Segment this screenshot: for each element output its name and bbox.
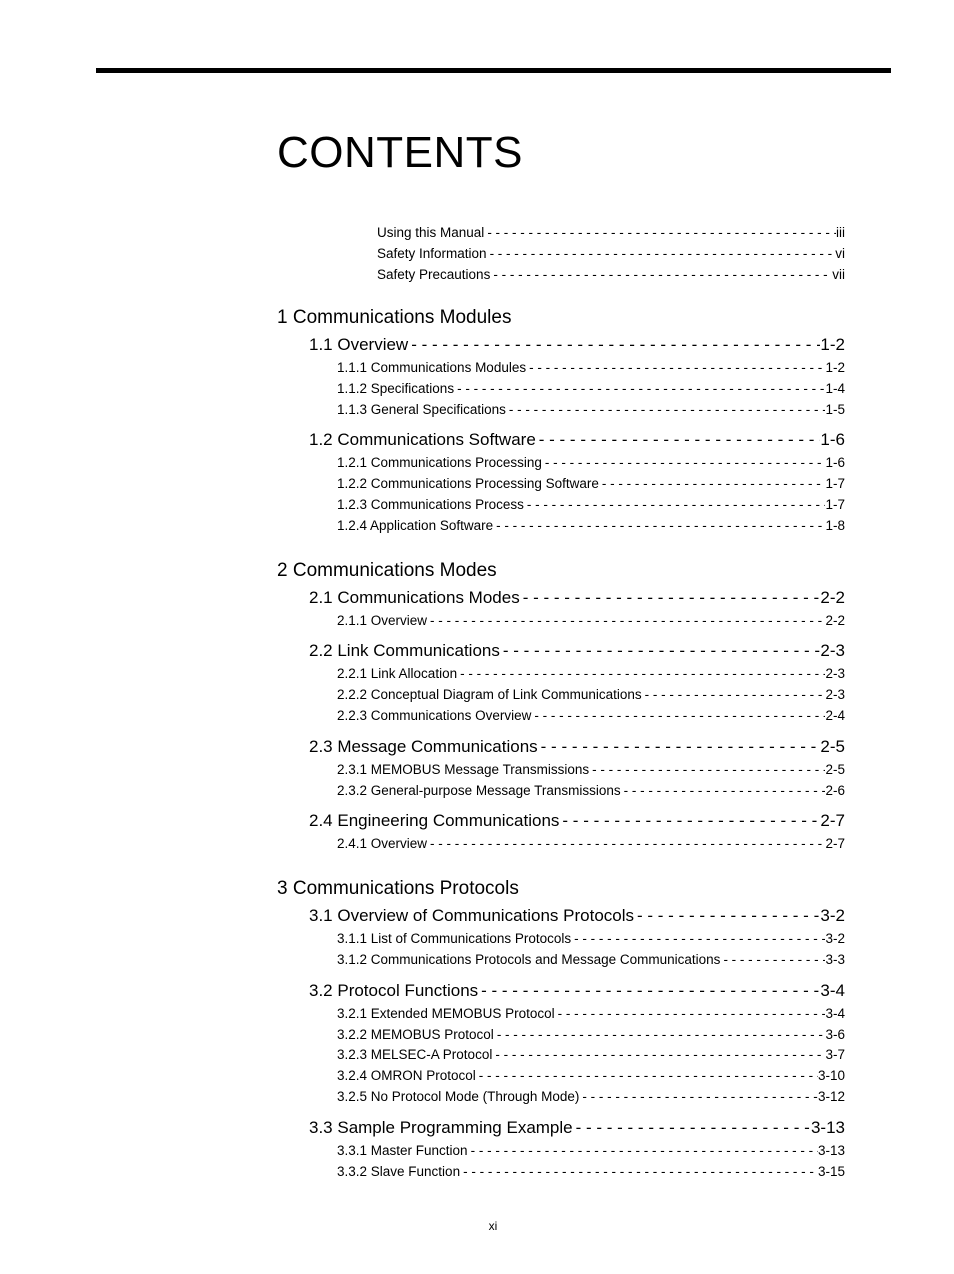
subsection-entry-label: 3.2.3 MELSEC-A Protocol — [337, 1047, 493, 1063]
front-matter-entry[interactable] — [377, 264, 845, 285]
front-matter-entry-page: iii — [836, 225, 845, 240]
dot-leader — [427, 834, 825, 855]
subsection-entry[interactable] — [277, 950, 845, 971]
dot-leader — [460, 1162, 818, 1183]
dot-leader — [408, 332, 820, 358]
subsection-entry-page: 1-7 — [825, 476, 845, 492]
subsection-entry[interactable] — [277, 781, 845, 802]
dot-leader — [500, 638, 821, 664]
subsection-entry-label: 3.1.2 Communications Protocols and Message Communications — [337, 951, 721, 967]
front-matter-entry-label: Using this Manual — [377, 225, 485, 240]
subsection-entry[interactable] — [277, 611, 845, 632]
subsection-entry-page: 1-7 — [825, 496, 845, 512]
subsection-entry-label: 2.2.1 Link Allocation — [337, 666, 458, 682]
section-entry-page: 3-13 — [810, 1117, 845, 1137]
subsection-entry-label: 1.1.3 General Specifications — [337, 401, 506, 417]
dot-leader — [579, 1087, 818, 1108]
subsection-entry-label: 1.2.3 Communications Process — [337, 496, 524, 512]
dot-leader — [487, 243, 836, 264]
subsection-entry[interactable] — [277, 495, 845, 516]
subsection-entry-label: 3.2.5 No Protocol Mode (Through Mode) — [337, 1088, 580, 1104]
chapter-block — [277, 875, 845, 1182]
subsection-entry-label: 3.3.1 Master Function — [337, 1142, 468, 1158]
subsection-entry[interactable] — [277, 1066, 845, 1087]
subsection-entry-page: 3-12 — [817, 1088, 845, 1104]
section-entry-page: 1-2 — [820, 335, 845, 354]
front-matter-entry-label: Safety Precautions — [377, 267, 491, 282]
subsection-entry[interactable] — [277, 834, 845, 855]
subsection-entry-page: 1-5 — [825, 401, 845, 417]
subsection-entry[interactable] — [277, 706, 845, 727]
section-entry-label: 2.1 Communications Modes — [309, 587, 520, 607]
section-entry-page: 2-7 — [820, 811, 845, 831]
section-entry-page: 3-2 — [820, 906, 845, 926]
section-entry-label: 3.2 Protocol Functions — [309, 980, 479, 1000]
dot-leader — [589, 760, 825, 781]
subsection-entry[interactable] — [277, 685, 845, 706]
subsection-entry[interactable] — [277, 929, 845, 950]
dot-leader — [571, 929, 825, 950]
subsection-entry-label: 1.1.1 Communications Modules — [337, 360, 527, 375]
front-matter-entry[interactable] — [377, 243, 845, 264]
dot-leader — [531, 706, 825, 727]
section-group — [277, 1115, 845, 1183]
subsection-entry-label: 3.2.4 OMRON Protocol — [337, 1068, 476, 1084]
section-group — [277, 585, 845, 632]
subsection-entry-page: 3-3 — [825, 951, 845, 967]
subsection-entry-page: 1-4 — [825, 380, 845, 396]
subsection-entry-page: 3-13 — [817, 1142, 845, 1158]
dot-leader — [484, 222, 836, 243]
subsection-entry-label: 3.3.2 Slave Function — [337, 1163, 461, 1179]
section-entry-page: 3-4 — [820, 980, 845, 1000]
dot-leader — [536, 427, 821, 453]
subsection-entry[interactable] — [277, 1025, 845, 1046]
subsection-entry-page: 3-4 — [825, 1005, 845, 1021]
section-group — [277, 638, 845, 726]
dot-leader — [506, 400, 826, 421]
subsection-entry[interactable] — [277, 474, 845, 495]
section-group — [277, 903, 845, 971]
section-entry-label: 2.2 Link Communications — [309, 641, 500, 661]
subsection-entry-label: 1.2.4 Application Software — [337, 517, 494, 533]
section-entry[interactable] — [277, 903, 845, 929]
subsection-entry[interactable] — [277, 1004, 845, 1025]
subsection-entry-label: 3.2.1 Extended MEMOBUS Protocol — [337, 1005, 555, 1021]
subsection-entry-label: 1.2.2 Communications Processing Software — [337, 476, 599, 492]
subsection-entry-page: 2-2 — [825, 612, 845, 628]
subsection-entry-page: 3-2 — [825, 931, 845, 947]
section-group — [277, 427, 845, 536]
subsection-entry[interactable] — [277, 760, 845, 781]
subsection-entry[interactable] — [277, 516, 845, 537]
subsection-entry-label: 3.2.2 MEMOBUS Protocol — [337, 1026, 494, 1042]
subsection-entry[interactable] — [277, 664, 845, 685]
chapter-heading[interactable]: 3 Communications Protocols — [277, 878, 519, 900]
subsection-entry-label: 1.1.2 Specifications — [337, 380, 455, 396]
subsection-entry-label: 1.2.1 Communications Processing — [337, 455, 542, 471]
section-entry-label: 3.1 Overview of Communications Protocols — [309, 906, 635, 926]
section-entry-label: 1.1 Overview — [309, 335, 409, 354]
subsection-entry[interactable] — [277, 358, 845, 379]
subsection-entry-label: 2.3.2 General-purpose Message Transmissions — [337, 782, 621, 798]
dot-leader — [457, 664, 825, 685]
dot-leader — [526, 358, 825, 379]
front-matter-list — [377, 222, 845, 285]
section-group — [277, 734, 845, 802]
subsection-entry-page: 1-8 — [825, 517, 845, 533]
subsection-entry-page: 2-5 — [825, 761, 845, 777]
section-entry[interactable] — [277, 332, 845, 358]
dot-leader — [468, 1141, 818, 1162]
subsection-entry-page: 2-3 — [825, 687, 845, 703]
subsection-entry-page: 3-10 — [817, 1068, 845, 1084]
section-entry-label: 2.3 Message Communications — [309, 736, 538, 756]
section-entry-label: 1.2 Communications Software — [309, 430, 536, 450]
subsection-entry[interactable] — [277, 1141, 845, 1162]
section-entry[interactable] — [277, 978, 845, 1004]
subsection-entry-label: 2.4.1 Overview — [337, 836, 428, 852]
dot-leader — [720, 950, 825, 971]
section-group — [277, 808, 845, 855]
dot-leader — [454, 379, 825, 400]
subsection-entry[interactable] — [277, 379, 845, 400]
dot-leader — [427, 611, 825, 632]
page-title: CONTENTS — [277, 128, 523, 177]
section-entry[interactable] — [277, 808, 845, 834]
subsection-entry-label: 2.2.2 Conceptual Diagram of Link Communications — [337, 687, 642, 703]
section-entry[interactable] — [277, 427, 845, 453]
subsection-entry-page: 3-6 — [825, 1026, 845, 1042]
subsection-entry-label: 2.2.3 Communications Overview — [337, 707, 532, 723]
section-entry-page: 2-3 — [820, 641, 845, 661]
subsection-entry-label: 3.1.1 List of Communications Protocols — [337, 931, 572, 947]
subsection-entry-page: 2-4 — [825, 707, 845, 723]
chapter-block — [277, 304, 845, 537]
dot-leader — [573, 1115, 811, 1141]
chapter-block — [277, 557, 845, 856]
dot-leader — [555, 1004, 826, 1025]
front-matter-entry[interactable] — [377, 222, 845, 243]
dot-leader — [476, 1066, 818, 1087]
dot-leader — [493, 516, 825, 537]
subsection-entry-page: 3-7 — [825, 1047, 845, 1063]
subsection-entry-page: 2-3 — [825, 666, 845, 682]
dot-leader — [642, 685, 826, 706]
subsection-entry-page: 1-2 — [825, 360, 845, 375]
dot-leader — [599, 474, 826, 495]
dot-leader — [494, 1025, 826, 1046]
section-entry-page: 2-2 — [820, 587, 845, 607]
top-rule — [96, 68, 891, 73]
dot-leader — [520, 585, 821, 611]
section-entry[interactable] — [277, 1115, 845, 1141]
subsection-entry[interactable] — [277, 1045, 845, 1066]
dot-leader — [524, 495, 826, 516]
dot-leader — [492, 1045, 825, 1066]
subsection-entry-page: 1-6 — [825, 455, 845, 471]
subsection-entry[interactable] — [277, 1087, 845, 1108]
section-entry[interactable] — [277, 734, 845, 760]
front-matter-entry-label: Safety Information — [377, 246, 487, 261]
section-group — [277, 978, 845, 1108]
section-entry-label: 3.3 Sample Programming Example — [309, 1117, 573, 1137]
subsection-entry-label: 2.3.1 MEMOBUS Message Transmissions — [337, 761, 590, 777]
subsection-entry[interactable] — [277, 1162, 845, 1183]
subsection-entry-page: 2-7 — [825, 836, 845, 852]
section-entry-page: 2-5 — [820, 736, 845, 756]
subsection-entry[interactable] — [277, 453, 845, 474]
subsection-entry-page: 2-6 — [825, 782, 845, 798]
subsection-entry-label: 2.1.1 Overview — [337, 612, 428, 628]
section-entry-label: 2.4 Engineering Communications — [309, 811, 560, 831]
front-matter-entry-page: vi — [835, 246, 845, 261]
dot-leader — [490, 264, 832, 285]
subsection-entry-page: 3-15 — [817, 1163, 845, 1179]
dot-leader — [478, 978, 820, 1004]
section-group — [277, 332, 845, 420]
section-entry-page: 1-6 — [820, 430, 845, 450]
dot-leader — [538, 734, 821, 760]
subsection-entry[interactable] — [277, 400, 845, 421]
dot-leader — [621, 781, 826, 802]
chapter-heading[interactable]: 2 Communications Modes — [277, 559, 497, 581]
front-matter-entry-page: vii — [832, 267, 845, 282]
dot-leader — [559, 808, 820, 834]
table-of-contents — [277, 304, 845, 1202]
chapter-heading[interactable]: 1 Communications Modules — [277, 307, 512, 328]
dot-leader — [542, 453, 826, 474]
dot-leader — [634, 903, 820, 929]
section-entry[interactable] — [277, 638, 845, 664]
page-number: xi — [488, 1219, 498, 1233]
section-entry[interactable] — [277, 585, 845, 611]
